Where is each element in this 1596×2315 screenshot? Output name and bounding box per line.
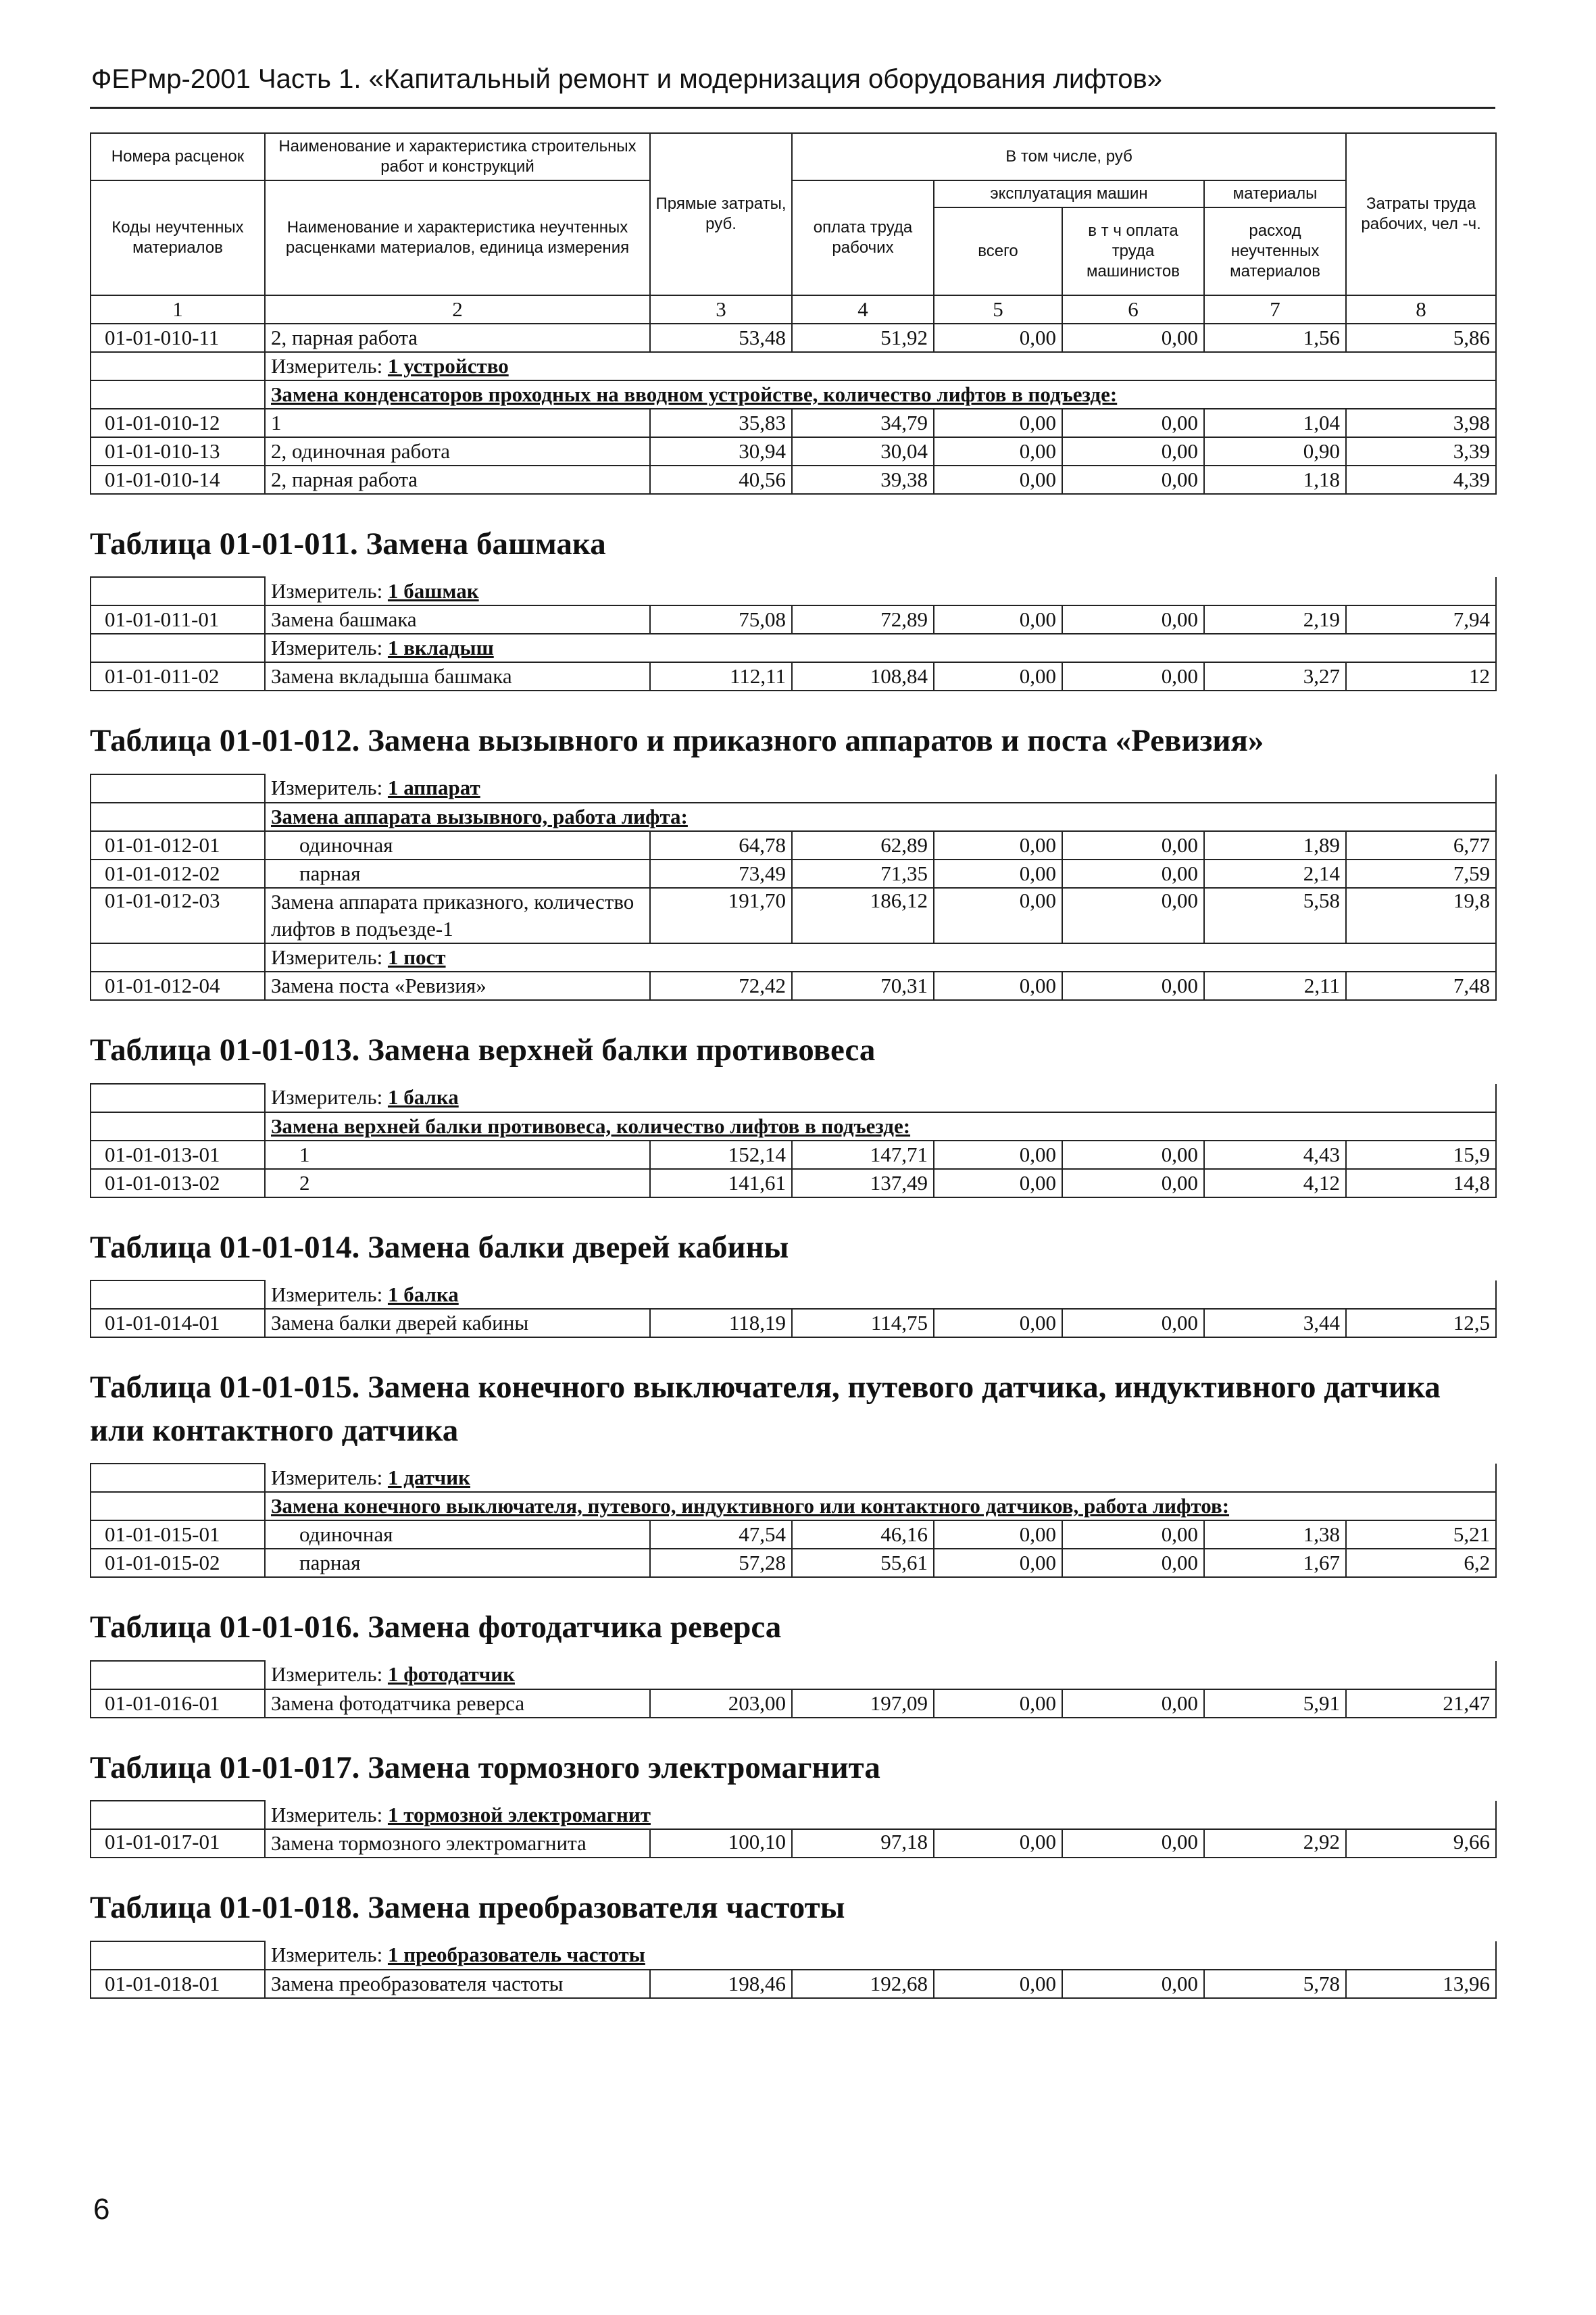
- column-number: 8: [1346, 295, 1496, 324]
- rate-code: 01-01-012-03: [91, 888, 265, 944]
- measure-unit: Измеритель: 1 пост: [265, 943, 1496, 972]
- materials: 1,04: [1204, 409, 1346, 437]
- labor-pay: 71,35: [792, 860, 934, 888]
- materials: 1,89: [1204, 831, 1346, 860]
- measure-unit: Измеритель: 1 вкладыш: [265, 634, 1496, 662]
- materials: 5,78: [1204, 1970, 1346, 1998]
- rate-name: Замена преобразователя частоты: [265, 1970, 650, 1998]
- labor-pay: 30,04: [792, 437, 934, 466]
- labor-pay: 192,68: [792, 1970, 934, 1998]
- labor-cost: 4,39: [1346, 466, 1496, 494]
- rate-code: 01-01-010-11: [91, 324, 265, 352]
- document-header-title: ФЕРмр-2001 Часть 1. «Капитальный ремонт и модернизация оборудования лифтов»: [91, 64, 1162, 94]
- rate-name: парная: [265, 1549, 650, 1577]
- column-number: 6: [1062, 295, 1204, 324]
- group-description: Замена верхней балки противовеса, количество лифтов в подъезде:: [265, 1112, 1496, 1141]
- labor-pay: 34,79: [792, 409, 934, 437]
- rate-name: Замена поста «Ревизия»: [265, 972, 650, 1000]
- header-labor-pay: оплата труда рабочих: [792, 180, 934, 295]
- materials: 3,27: [1204, 662, 1346, 691]
- machines-operators: 0,00: [1062, 1141, 1204, 1169]
- header-codes-top: Номера расценок: [91, 133, 265, 180]
- labor-cost: 12,5: [1346, 1309, 1496, 1337]
- machines-operators: 0,00: [1062, 972, 1204, 1000]
- direct-cost: 152,14: [650, 1141, 792, 1169]
- rate-code: 01-01-017-01: [91, 1829, 265, 1858]
- direct-cost: 53,48: [650, 324, 792, 352]
- materials: 1,18: [1204, 466, 1346, 494]
- direct-cost: 75,08: [650, 605, 792, 634]
- machines-operators: 0,00: [1062, 1309, 1204, 1337]
- labor-cost: 5,21: [1346, 1520, 1496, 1549]
- machines-operators: 0,00: [1062, 466, 1204, 494]
- machines-total: 0,00: [934, 437, 1062, 466]
- table-row: [91, 437, 1496, 466]
- labor-cost: 3,98: [1346, 409, 1496, 437]
- rates-table-main: [90, 132, 1497, 495]
- rate-name: 2, парная работа: [265, 466, 650, 494]
- header-machines-total: всего: [934, 207, 1062, 295]
- rate-name: Замена фотодатчика реверса: [265, 1689, 650, 1718]
- measure-unit: Измеритель: 1 аппарат: [265, 774, 1496, 803]
- header-labor-cost: Затраты труда рабочих, чел -ч.: [1346, 133, 1496, 295]
- labor-cost: 21,47: [1346, 1689, 1496, 1718]
- rate-code: 01-01-014-01: [91, 1309, 265, 1337]
- table-title-015: Таблица 01-01-015. Замена конечного выключателя, путевого датчика, индуктивного датчика или контактного датчика: [90, 1370, 1441, 1448]
- rate-code: 01-01-016-01: [91, 1689, 265, 1718]
- rates-table-015: [90, 1463, 1497, 1578]
- table-row: [91, 466, 1496, 494]
- rate-code: 01-01-018-01: [91, 1970, 265, 1998]
- header-machines: эксплуатация машин: [934, 180, 1204, 207]
- document-body: [90, 132, 1495, 1999]
- rates-table-016: [90, 1660, 1497, 1718]
- labor-cost: 12: [1346, 662, 1496, 691]
- rate-name: Замена тормозного электромагнита: [265, 1829, 650, 1858]
- labor-cost: 15,9: [1346, 1141, 1496, 1169]
- labor-pay: 62,89: [792, 831, 934, 860]
- labor-cost: 7,48: [1346, 972, 1496, 1000]
- header-materials-unaccounted: расход неучтенных материалов: [1204, 207, 1346, 295]
- rate-name: Замена балки дверей кабины: [265, 1309, 650, 1337]
- machines-operators: 0,00: [1062, 605, 1204, 634]
- table-row: [91, 888, 1496, 944]
- table-row: [91, 1520, 1496, 1549]
- labor-cost: 5,86: [1346, 324, 1496, 352]
- materials: 1,38: [1204, 1520, 1346, 1549]
- materials: 2,11: [1204, 972, 1346, 1000]
- labor-pay: 51,92: [792, 324, 934, 352]
- direct-cost: 40,56: [650, 466, 792, 494]
- materials: 2,92: [1204, 1829, 1346, 1858]
- direct-cost: 30,94: [650, 437, 792, 466]
- table-title-011: Таблица 01-01-011. Замена башмака: [90, 526, 606, 562]
- direct-cost: 72,42: [650, 972, 792, 1000]
- machines-total: 0,00: [934, 831, 1062, 860]
- rate-name: одиночная: [265, 1520, 650, 1549]
- rate-name: 2, парная работа: [265, 324, 650, 352]
- table-title-012: Таблица 01-01-012. Замена вызывного и приказного аппаратов и поста «Ревизия»: [90, 723, 1264, 759]
- table-row: [91, 1970, 1496, 1998]
- machines-operators: 0,00: [1062, 1829, 1204, 1858]
- rate-code: 01-01-010-12: [91, 409, 265, 437]
- direct-cost: 203,00: [650, 1689, 792, 1718]
- measure-unit: Измеритель: 1 датчик: [265, 1464, 1496, 1492]
- rate-name: Замена вкладыша башмака: [265, 662, 650, 691]
- measure-unit: Измеритель: 1 фотодатчик: [265, 1661, 1496, 1689]
- machines-operators: 0,00: [1062, 437, 1204, 466]
- table-row: [91, 860, 1496, 888]
- machines-operators: 0,00: [1062, 831, 1204, 860]
- labor-pay: 108,84: [792, 662, 934, 691]
- table-row: [91, 1689, 1496, 1718]
- materials: 2,19: [1204, 605, 1346, 634]
- table-row: [91, 324, 1496, 352]
- header-direct-costs: Прямые затраты, руб.: [650, 133, 792, 295]
- machines-total: 0,00: [934, 888, 1062, 944]
- labor-cost: 3,39: [1346, 437, 1496, 466]
- column-number: 7: [1204, 295, 1346, 324]
- labor-cost: 7,59: [1346, 860, 1496, 888]
- table-row: [91, 605, 1496, 634]
- rate-name: парная: [265, 860, 650, 888]
- table-title-018: Таблица 01-01-018. Замена преобразователя частоты: [90, 1890, 845, 1926]
- rate-name: 2, одиночная работа: [265, 437, 650, 466]
- rate-code: 01-01-011-01: [91, 605, 265, 634]
- direct-cost: 191,70: [650, 888, 792, 944]
- direct-cost: 141,61: [650, 1169, 792, 1197]
- machines-operators: 0,00: [1062, 324, 1204, 352]
- column-number: 5: [934, 295, 1062, 324]
- column-number: 4: [792, 295, 934, 324]
- header-including: В том числе, руб: [792, 133, 1346, 180]
- direct-cost: 35,83: [650, 409, 792, 437]
- labor-pay: 72,89: [792, 605, 934, 634]
- materials: 2,14: [1204, 860, 1346, 888]
- rates-table-018: [90, 1941, 1497, 1999]
- measure-unit: Измеритель: 1 преобразователь частоты: [265, 1941, 1496, 1970]
- materials: 3,44: [1204, 1309, 1346, 1337]
- machines-total: 0,00: [934, 409, 1062, 437]
- header-name-top: Наименование и характеристика строительных работ и конструкций: [265, 133, 650, 180]
- materials: 1,56: [1204, 324, 1346, 352]
- rate-name: Замена аппарата приказного, количество лифтов в подъезде-1: [265, 888, 650, 944]
- group-description: Замена аппарата вызывного, работа лифта:: [265, 803, 1496, 831]
- table-row: [91, 1309, 1496, 1337]
- labor-pay: 70,31: [792, 972, 934, 1000]
- machines-operators: 0,00: [1062, 409, 1204, 437]
- table-row: [91, 1169, 1496, 1197]
- group-description: Замена конденсаторов проходных на вводном устройстве, количество лифтов в подъезде:: [265, 380, 1496, 409]
- rates-table-012: [90, 774, 1497, 1001]
- labor-cost: 19,8: [1346, 888, 1496, 944]
- rates-table-014: [90, 1280, 1497, 1338]
- materials: 5,58: [1204, 888, 1346, 944]
- rates-table-013: [90, 1083, 1497, 1198]
- materials: 1,67: [1204, 1549, 1346, 1577]
- measure-unit: Измеритель: 1 устройство: [265, 352, 1496, 380]
- header-rule: [90, 107, 1495, 109]
- labor-cost: 6,2: [1346, 1549, 1496, 1577]
- direct-cost: 112,11: [650, 662, 792, 691]
- table-title-017: Таблица 01-01-017. Замена тормозного электромагнита: [90, 1749, 880, 1785]
- labor-cost: 9,66: [1346, 1829, 1496, 1858]
- rate-name: 2: [265, 1169, 650, 1197]
- machines-operators: 0,00: [1062, 860, 1204, 888]
- labor-cost: 14,8: [1346, 1169, 1496, 1197]
- machines-operators: 0,00: [1062, 1520, 1204, 1549]
- direct-cost: 100,10: [650, 1829, 792, 1858]
- labor-pay: 114,75: [792, 1309, 934, 1337]
- labor-cost: 7,94: [1346, 605, 1496, 634]
- machines-total: 0,00: [934, 1970, 1062, 1998]
- rate-code: 01-01-015-02: [91, 1549, 265, 1577]
- table-row: [91, 1829, 1496, 1858]
- direct-cost: 118,19: [650, 1309, 792, 1337]
- machines-total: 0,00: [934, 605, 1062, 634]
- labor-pay: 197,09: [792, 1689, 934, 1718]
- machines-total: 0,00: [934, 1141, 1062, 1169]
- direct-cost: 73,49: [650, 860, 792, 888]
- direct-cost: 198,46: [650, 1970, 792, 1998]
- column-number: 3: [650, 295, 792, 324]
- header-codes-bottom: Коды неучтенных материалов: [91, 180, 265, 295]
- machines-total: 0,00: [934, 1829, 1062, 1858]
- labor-pay: 147,71: [792, 1141, 934, 1169]
- table-row: [91, 409, 1496, 437]
- machines-operators: 0,00: [1062, 1169, 1204, 1197]
- column-number: 2: [265, 295, 650, 324]
- labor-pay: 186,12: [792, 888, 934, 944]
- rate-code: 01-01-012-04: [91, 972, 265, 1000]
- direct-cost: 47,54: [650, 1520, 792, 1549]
- machines-operators: 0,00: [1062, 1549, 1204, 1577]
- machines-total: 0,00: [934, 1549, 1062, 1577]
- table-row: [91, 1141, 1496, 1169]
- rate-code: 01-01-010-13: [91, 437, 265, 466]
- table-title-016: Таблица 01-01-016. Замена фотодатчика реверса: [90, 1610, 782, 1645]
- rate-code: 01-01-011-02: [91, 662, 265, 691]
- group-description: Замена конечного выключателя, путевого, индуктивного или контактного датчиков, работа лифтов:: [265, 1492, 1496, 1520]
- rates-table-011: [90, 576, 1497, 691]
- labor-pay: 55,61: [792, 1549, 934, 1577]
- materials: 4,43: [1204, 1141, 1346, 1169]
- labor-pay: 137,49: [792, 1169, 934, 1197]
- table-title-013: Таблица 01-01-013. Замена верхней балки противовеса: [90, 1032, 876, 1068]
- column-number: 1: [91, 295, 265, 324]
- machines-operators: 0,00: [1062, 1970, 1204, 1998]
- machines-total: 0,00: [934, 860, 1062, 888]
- rate-code: 01-01-015-01: [91, 1520, 265, 1549]
- rate-name: 1: [265, 409, 650, 437]
- table-row: [91, 662, 1496, 691]
- table-row: [91, 1549, 1496, 1577]
- rate-code: 01-01-012-02: [91, 860, 265, 888]
- table-row: [91, 972, 1496, 1000]
- rate-code: 01-01-012-01: [91, 831, 265, 860]
- machines-total: 0,00: [934, 972, 1062, 1000]
- machines-total: 0,00: [934, 1309, 1062, 1337]
- materials: 0,90: [1204, 437, 1346, 466]
- measure-unit: Измеритель: 1 балка: [265, 1084, 1496, 1112]
- table-row: [91, 831, 1496, 860]
- labor-pay: 46,16: [792, 1520, 934, 1549]
- header-materials: материалы: [1204, 180, 1346, 207]
- machines-total: 0,00: [934, 1520, 1062, 1549]
- measure-unit: Измеритель: 1 башмак: [265, 577, 1496, 605]
- rate-name: 1: [265, 1141, 650, 1169]
- machines-total: 0,00: [934, 1169, 1062, 1197]
- direct-cost: 64,78: [650, 831, 792, 860]
- header-name-bottom: Наименование и характеристика неучтенных расценками материалов, единица измерения: [265, 180, 650, 295]
- machines-total: 0,00: [934, 1689, 1062, 1718]
- labor-pay: 97,18: [792, 1829, 934, 1858]
- labor-cost: 13,96: [1346, 1970, 1496, 1998]
- materials: 4,12: [1204, 1169, 1346, 1197]
- rate-code: 01-01-010-14: [91, 466, 265, 494]
- labor-pay: 39,38: [792, 466, 934, 494]
- machines-operators: 0,00: [1062, 888, 1204, 944]
- machines-operators: 0,00: [1062, 662, 1204, 691]
- table-title-014: Таблица 01-01-014. Замена балки дверей кабины: [90, 1229, 789, 1265]
- machines-total: 0,00: [934, 662, 1062, 691]
- measure-unit: Измеритель: 1 тормозной электромагнит: [265, 1801, 1496, 1829]
- page-number: 6: [93, 2193, 110, 2226]
- header-machines-operators: в т ч оплата труда машинистов: [1062, 207, 1204, 295]
- machines-total: 0,00: [934, 324, 1062, 352]
- rates-table-017: [90, 1800, 1497, 1858]
- labor-cost: 6,77: [1346, 831, 1496, 860]
- rate-name: Замена башмака: [265, 605, 650, 634]
- machines-operators: 0,00: [1062, 1689, 1204, 1718]
- rate-code: 01-01-013-01: [91, 1141, 265, 1169]
- rate-code: 01-01-013-02: [91, 1169, 265, 1197]
- rate-name: одиночная: [265, 831, 650, 860]
- measure-unit: Измеритель: 1 балка: [265, 1280, 1496, 1309]
- direct-cost: 57,28: [650, 1549, 792, 1577]
- machines-total: 0,00: [934, 466, 1062, 494]
- materials: 5,91: [1204, 1689, 1346, 1718]
